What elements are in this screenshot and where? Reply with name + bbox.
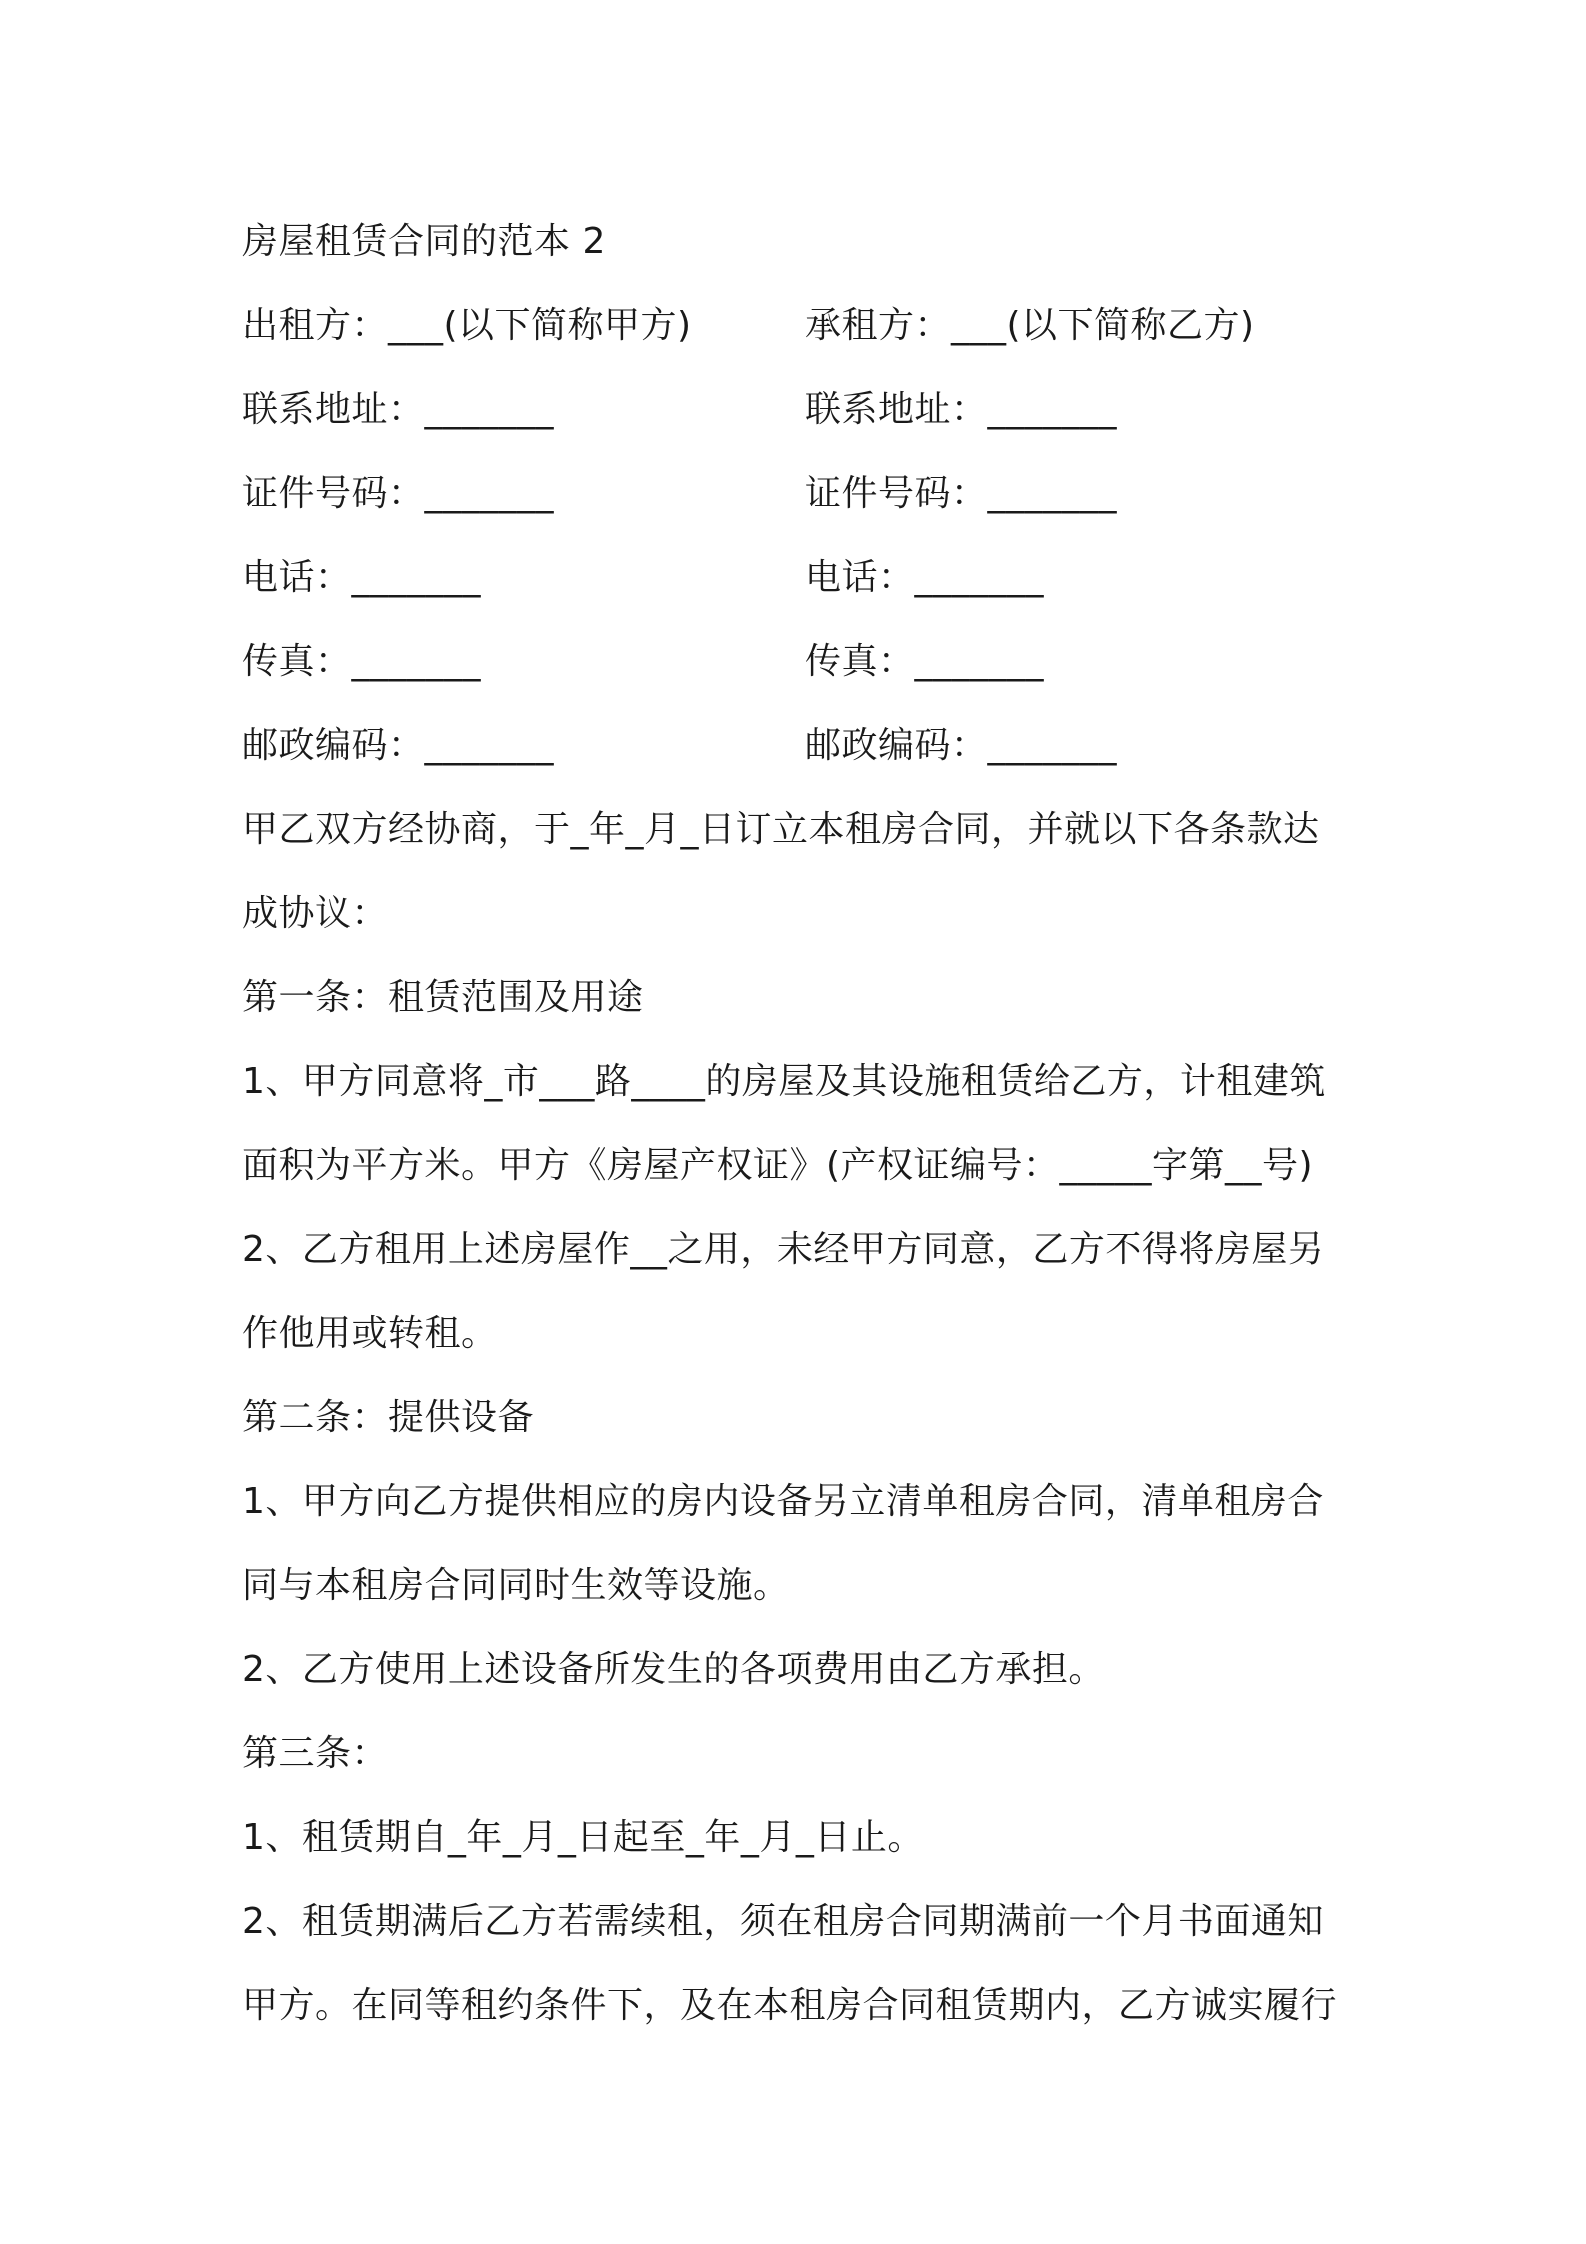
lessee-postcode: 邮政编码：_______ <box>805 725 1118 766</box>
lessor-id-number: 证件号码：_______ <box>242 473 555 514</box>
lessor-fax: 传真：_______ <box>242 641 482 682</box>
lessor-name: 出租方：___(以下简称甲方) <box>242 305 692 346</box>
article-heading: 第一条：租赁范围及用途 <box>242 977 644 1018</box>
party-row-phone <box>242 536 1362 620</box>
lessor-postcode: 邮政编码：_______ <box>242 725 555 766</box>
lessee-name: 承租方：___(以下简称乙方) <box>805 305 1255 346</box>
party-row-fax <box>242 620 1362 704</box>
body-line: 2、乙方使用上述设备所发生的各项费用由乙方承担。 <box>242 1649 1105 1690</box>
body-line: 同与本租房合同同时生效等设施。 <box>242 1565 790 1606</box>
body-line: 成协议： <box>242 893 389 934</box>
party-row-postcode <box>242 704 1362 788</box>
article-heading: 第二条：提供设备 <box>242 1397 535 1438</box>
lessee-phone: 电话：_______ <box>805 557 1045 598</box>
body-line: 1、甲方同意将_市___路____的房屋及其设施租赁给乙方，计租建筑 <box>242 1061 1326 1102</box>
lessor-address: 联系地址：_______ <box>242 389 555 430</box>
party-row-address <box>242 368 1362 452</box>
lessor-phone: 电话：_______ <box>242 557 482 598</box>
document-page <box>242 200 1362 2048</box>
body-line: 面积为平方米。甲方《房屋产权证》(产权证编号：_____字第__号) <box>242 1145 1314 1186</box>
party-row-id-number <box>242 452 1362 536</box>
body-line: 2、乙方租用上述房屋作__之用，未经甲方同意，乙方不得将房屋另 <box>242 1229 1325 1270</box>
body-line: 甲乙双方经协商，于_年_月_日订立本租房合同，并就以下各条款达 <box>242 809 1320 850</box>
body-line: 甲方。在同等租约条件下，及在本租房合同租赁期内，乙方诚实履行 <box>242 1985 1338 2026</box>
party-row-name <box>242 284 1362 368</box>
body-line: 2、租赁期满后乙方若需续租，须在租房合同期满前一个月书面通知 <box>242 1901 1324 1942</box>
lessee-id-number: 证件号码：_______ <box>805 473 1118 514</box>
lessee-address: 联系地址：_______ <box>805 389 1118 430</box>
body-line: 1、租赁期自_年_月_日起至_年_月_日止。 <box>242 1817 924 1858</box>
article-heading: 第三条： <box>242 1733 389 1774</box>
lessee-fax: 传真：_______ <box>805 641 1045 682</box>
body-line: 1、甲方向乙方提供相应的房内设备另立清单租房合同，清单租房合 <box>242 1481 1324 1522</box>
body-line: 作他用或转租。 <box>242 1313 498 1354</box>
document-title: 房屋租赁合同的范本 2 <box>242 221 606 262</box>
